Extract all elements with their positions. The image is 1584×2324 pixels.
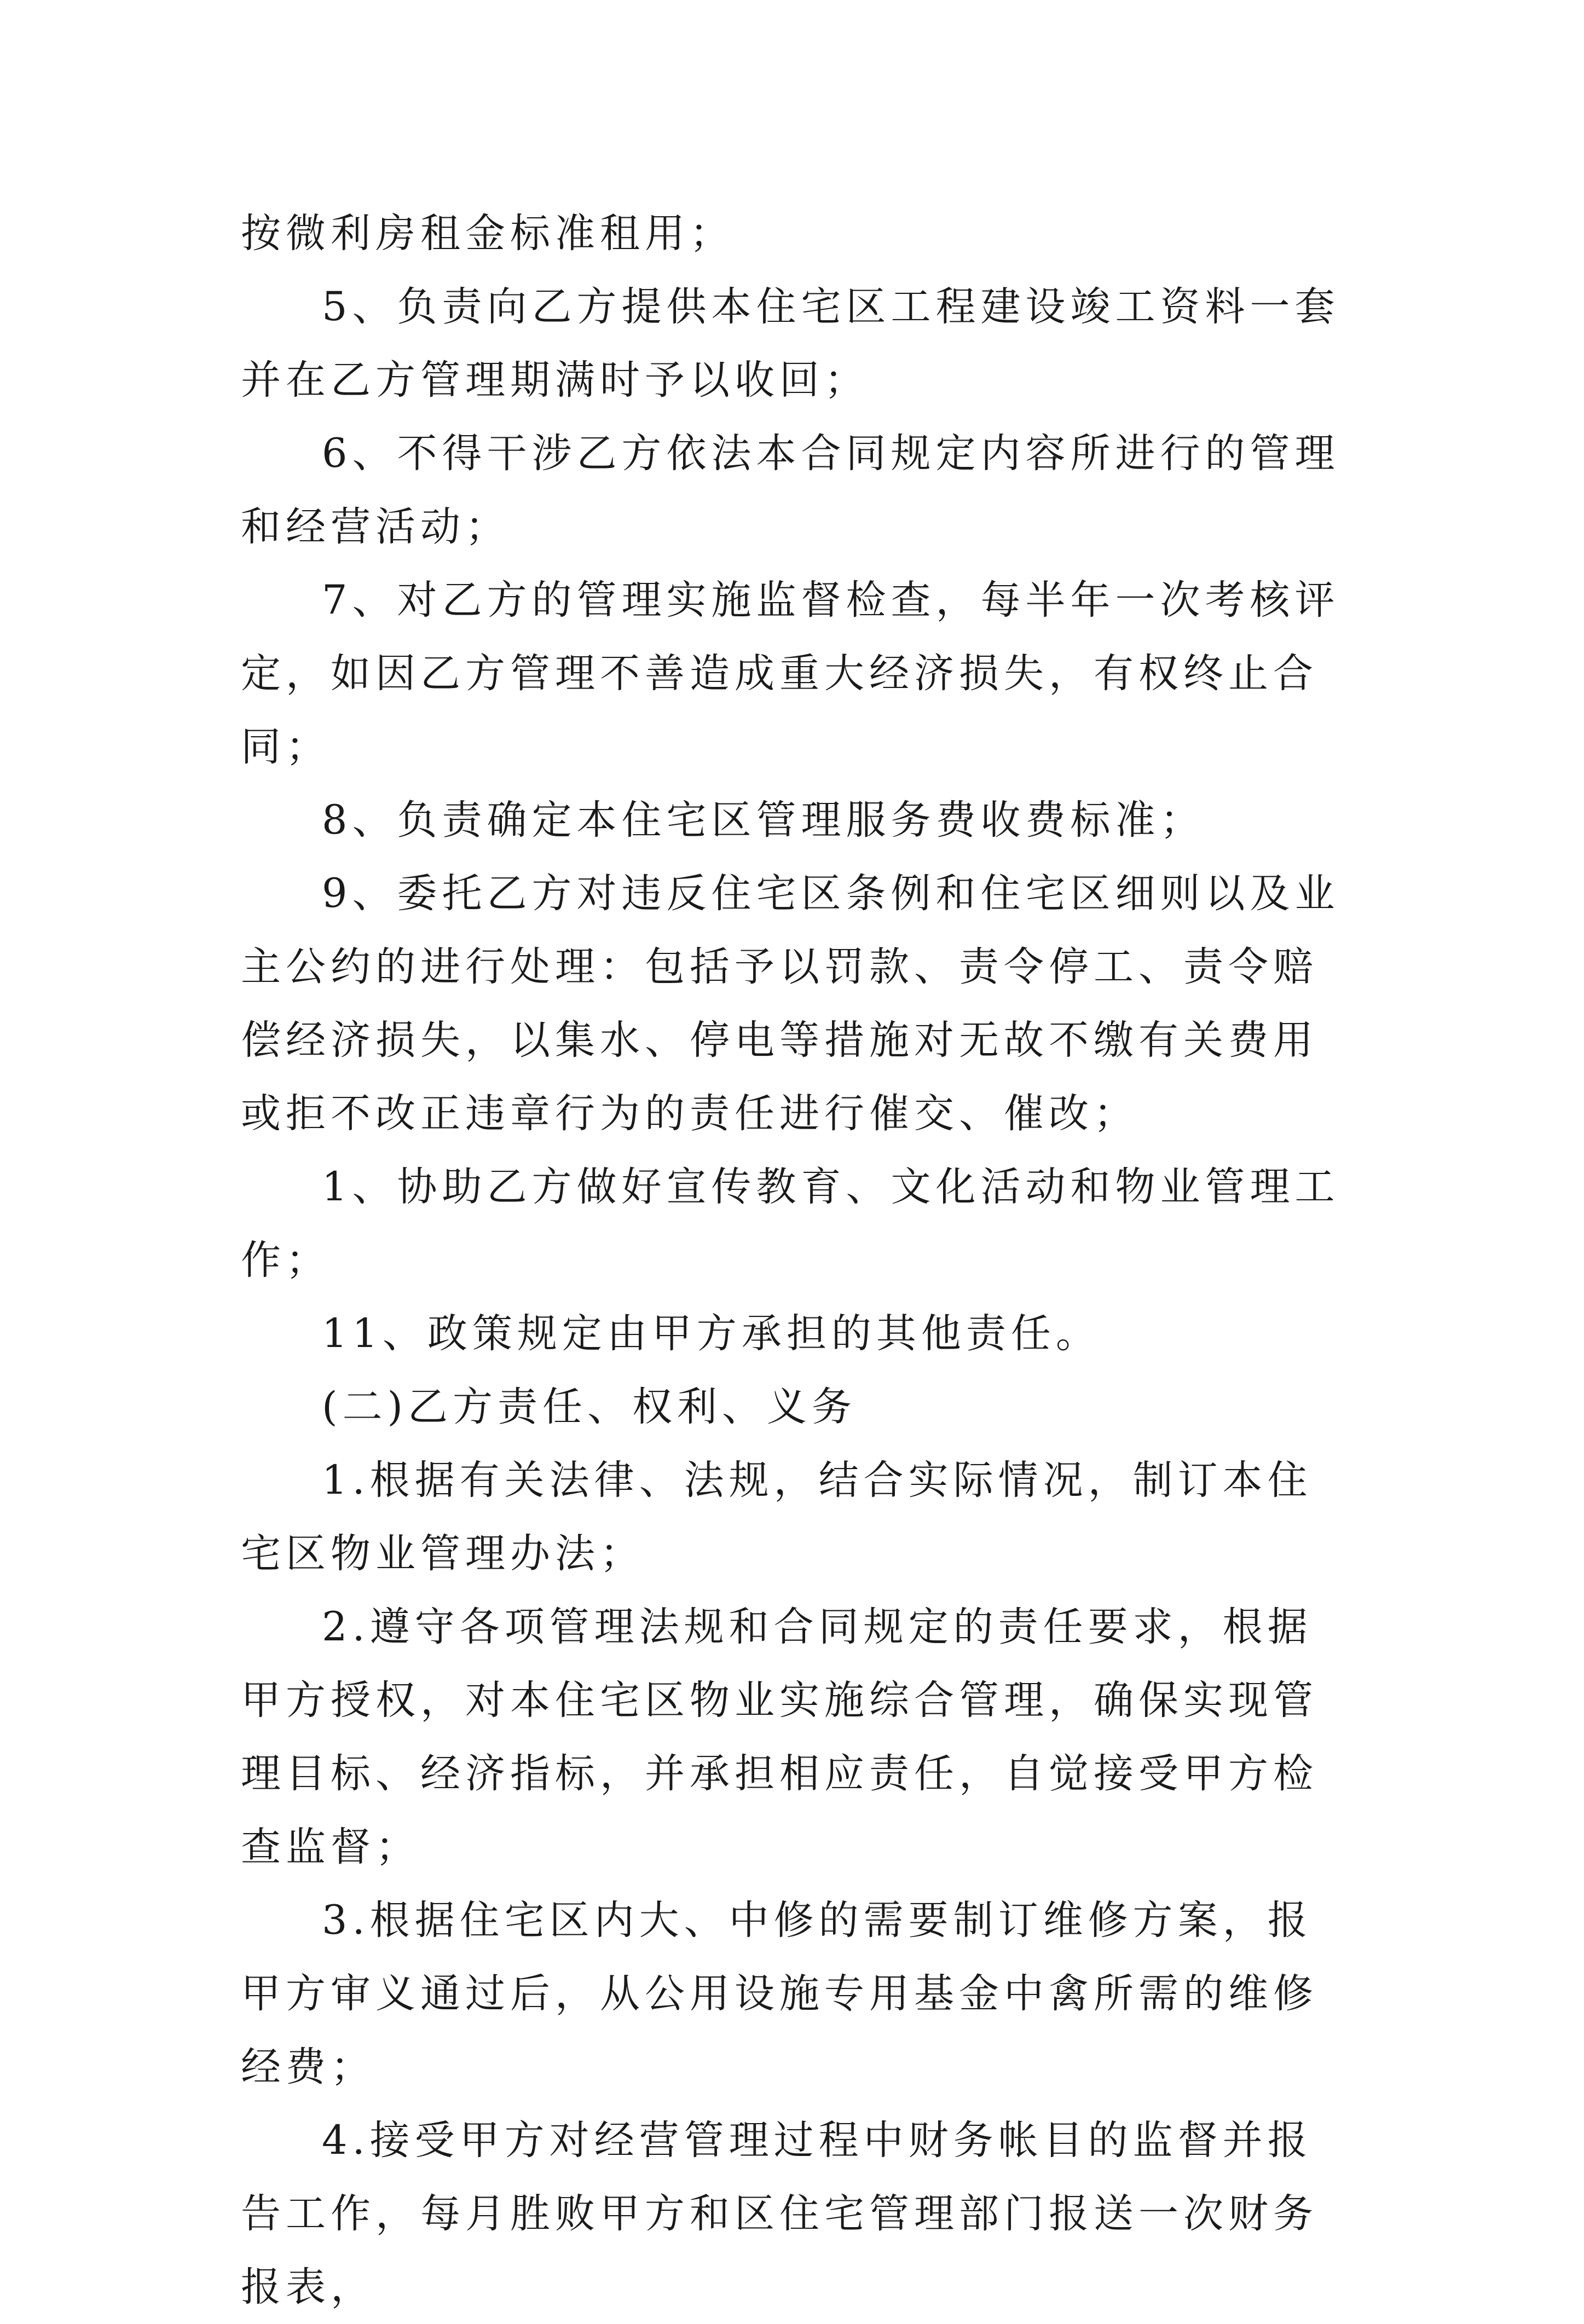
party-b-clause-4: 4.接受甲方对经营管理过程中财务帐目的监督并报告工作，每月胜败甲方和区住宅管理部门报送一次财务报表，	[241, 2117, 1318, 2310]
clause-11: 11、政策规定由甲方承担的其他责任。	[322, 1310, 1101, 1357]
section-heading-party-b: (二)乙方责任、权利、义务	[322, 1384, 857, 1430]
party-b-clause-3: 3.根据住宅区内大、中修的需要制订维修方案，报甲方审义通过后，从公用设施专用基金中禽所需的维修经费；	[241, 1897, 1318, 2090]
clause-10: 1、协助乙方做好宣传教育、文化活动和物业管理工作；	[241, 1164, 1340, 1284]
clause-8: 8、负责确定本住宅区管理服务费收费标准；	[322, 797, 1205, 843]
paragraph-continuation: 按微利房租金标准租用；	[241, 210, 735, 257]
document-body	[241, 197, 1352, 2324]
party-b-clause-2: 2.遵守各项管理法规和合同规定的责任要求，根据甲方授权，对本住宅区物业实施综合管理，确保实现管理目标、经济指标，并承担相应责任，自觉接受甲方检查监督；	[241, 1604, 1318, 1870]
clause-6: 6、不得干涉乙方依法本合同规定内容所进行的管理和经营活动；	[241, 430, 1340, 550]
clause-7: 7、对乙方的管理实施监督检查，每半年一次考核评定，如因乙方管理不善造成重大经济损失，有权终止合同；	[241, 577, 1340, 770]
party-b-clause-1: 1.根据有关法律、法规，结合实际情况，制订本住宅区物业管理办法；	[241, 1457, 1313, 1577]
clause-5: 5、负责向乙方提供本住宅区工程建设竣工资料一套并在乙方管理期满时予以收回；	[241, 284, 1340, 403]
clause-9: 9、委托乙方对违反住宅区条例和住宅区细则以及业主公约的进行处理：包括予以罚款、责令停工、责令赔偿经济损失，以集水、停电等措施对无故不缴有关费用或拒不改正违章行为的责任进行催交、催改；	[241, 870, 1340, 1137]
